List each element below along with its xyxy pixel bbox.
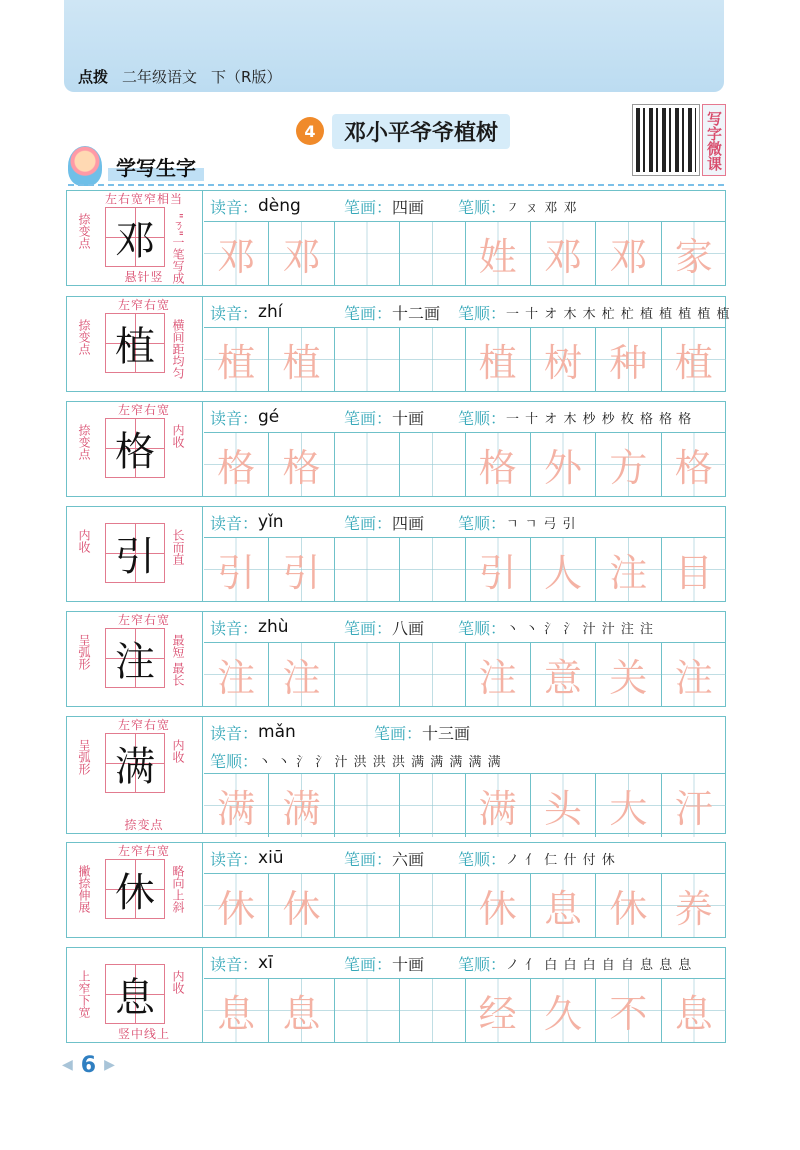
stroke-order: 一 十 オ 木 木 杧 杧 植 植 植 植 植 <box>506 306 731 322</box>
practice-grid <box>204 873 726 937</box>
writing-tip-right: "ㄋ"一笔写成 <box>171 213 185 285</box>
model-character: 满 <box>115 743 155 790</box>
lesson-title <box>296 114 510 148</box>
model-character-box <box>67 191 203 285</box>
model-character-box <box>67 402 203 496</box>
next-page-icon[interactable]: ▶ <box>104 1057 115 1073</box>
character-info <box>204 402 726 432</box>
strokes-label: 笔画： <box>344 618 393 638</box>
practice-grid <box>204 432 726 496</box>
character-info <box>204 507 726 537</box>
practice-cell[interactable]: 格 <box>269 433 334 496</box>
book-volume: 下（R版） <box>211 67 282 86</box>
writing-tip-right: 内收 <box>171 739 185 763</box>
writing-tip-left: 呈弧形 <box>77 739 91 775</box>
practice-cell[interactable]: 休 <box>204 874 269 937</box>
character-info <box>204 843 726 873</box>
strokes-label: 笔画： <box>374 723 423 743</box>
practice-cell[interactable]: 引 <box>204 538 269 601</box>
stroke-order: 丶 丶 氵 氵 汁 洪 洪 洪 满 满 满 满 满 <box>258 754 502 770</box>
practice-cell[interactable]: 注 <box>596 538 661 601</box>
character-row <box>66 716 726 834</box>
model-character: 植 <box>115 323 155 370</box>
writing-tip-left: 捺变点 <box>77 424 91 460</box>
stroke-count: 六画 <box>392 849 425 869</box>
model-character: 格 <box>115 428 155 475</box>
brand-logo: 点拨 <box>78 67 109 86</box>
model-character-box <box>67 297 203 391</box>
order-label: 笔顺： <box>210 751 259 771</box>
strokes-label: 笔画： <box>344 303 393 323</box>
practice-cell[interactable]: 引 <box>466 538 531 601</box>
practice-cell[interactable]: 外 <box>531 433 596 496</box>
character-row <box>66 296 731 392</box>
pinyin: yǐn <box>258 512 284 532</box>
writing-tip-right: 长而直 <box>171 529 185 565</box>
pronounce-label: 读音： <box>210 513 259 533</box>
writing-tip-left: 捺变点 <box>77 213 91 249</box>
practice-grid <box>204 642 726 706</box>
strokes-label: 笔画： <box>344 197 393 217</box>
practice-cell[interactable]: 息 <box>662 979 726 1042</box>
practice-grid <box>204 327 726 391</box>
practice-cell[interactable]: 息 <box>269 979 334 1042</box>
model-character: 息 <box>115 974 155 1021</box>
practice-cell[interactable] <box>335 222 400 285</box>
section-header <box>68 146 728 186</box>
character-row <box>66 401 726 497</box>
practice-cell[interactable]: 植 <box>204 328 269 391</box>
character-row <box>66 611 726 707</box>
practice-cell[interactable]: 大 <box>596 774 661 837</box>
practice-cell[interactable]: 注 <box>466 643 531 706</box>
pinyin: gé <box>258 407 280 427</box>
practice-cell[interactable]: 植 <box>269 328 334 391</box>
practice-cell[interactable]: 格 <box>204 433 269 496</box>
practice-cell[interactable] <box>335 774 400 837</box>
stroke-order: ㄱ ㄱ 弓 引 <box>506 516 577 532</box>
strokes-label: 笔画： <box>344 513 393 533</box>
stroke-count: 十三画 <box>422 723 471 743</box>
prev-page-icon[interactable]: ◀ <box>62 1057 73 1073</box>
practice-cell[interactable] <box>335 643 400 706</box>
section-title: 学写生字 <box>108 152 204 181</box>
practice-cell[interactable] <box>400 328 465 391</box>
practice-cell[interactable]: 格 <box>662 433 726 496</box>
practice-cell[interactable]: 满 <box>204 774 269 837</box>
practice-cell[interactable]: 植 <box>662 328 726 391</box>
page-nav <box>62 1052 115 1078</box>
model-character-box <box>67 843 203 937</box>
writing-tip-left: 上窄下宽 <box>77 970 91 1018</box>
practice-cell[interactable] <box>400 979 465 1042</box>
model-character: 引 <box>115 533 155 580</box>
practice-cell[interactable]: 满 <box>269 774 334 837</box>
character-order-line <box>204 745 726 775</box>
stroke-count: 四画 <box>392 513 425 533</box>
practice-cell[interactable]: 休 <box>466 874 531 937</box>
writing-tip-top: 左窄右宽 <box>117 298 170 312</box>
stroke-order: ㇇ ㄡ 邓 邓 <box>506 200 578 216</box>
order-label: 笔顺： <box>458 408 507 428</box>
page-number: 6 <box>80 1052 97 1078</box>
strokes-label: 笔画： <box>344 954 393 974</box>
practice-cell[interactable]: 树 <box>531 328 596 391</box>
strokes-label: 笔画： <box>344 849 393 869</box>
practice-grid <box>204 773 726 837</box>
writing-tip-top: 左窄右宽 <box>117 718 170 732</box>
stroke-order: 丶 丶 氵 氵 汁 汁 注 注 <box>506 621 654 637</box>
practice-cell[interactable]: 姓 <box>466 222 531 285</box>
practice-cell[interactable]: 邓 <box>269 222 334 285</box>
practice-cell[interactable]: 满 <box>466 774 531 837</box>
character-info <box>204 612 726 642</box>
book-title: 二年级语文 <box>122 67 198 86</box>
character-info <box>204 948 726 978</box>
order-label: 笔顺： <box>458 513 507 533</box>
character-info <box>204 717 726 747</box>
practice-cell[interactable] <box>335 433 400 496</box>
model-character: 邓 <box>115 217 155 264</box>
pronounce-label: 读音： <box>210 618 259 638</box>
practice-cell[interactable]: 不 <box>596 979 661 1042</box>
model-character-box <box>67 948 203 1042</box>
model-character: 休 <box>115 869 155 916</box>
stroke-order: ノ 亻 仁 什 付 休 <box>506 852 616 868</box>
practice-cell[interactable]: 引 <box>269 538 334 601</box>
book-header <box>78 64 281 88</box>
practice-cell[interactable]: 邓 <box>531 222 596 285</box>
practice-grid <box>204 978 726 1042</box>
practice-cell[interactable] <box>335 874 400 937</box>
practice-cell[interactable] <box>400 774 465 837</box>
practice-grid <box>204 537 726 601</box>
character-row <box>66 842 726 938</box>
writing-tip-left: 撇捺伸展 <box>77 865 91 913</box>
practice-cell[interactable]: 意 <box>531 643 596 706</box>
mascot-icon <box>68 146 102 186</box>
character-row <box>66 190 726 286</box>
writing-tip-bottom: 捺变点 <box>124 818 164 832</box>
pinyin: zhí <box>258 302 283 322</box>
practice-cell[interactable] <box>335 328 400 391</box>
pronounce-label: 读音： <box>210 408 259 428</box>
stroke-count: 四画 <box>392 197 425 217</box>
writing-tip-top: 左窄右宽 <box>117 844 170 858</box>
practice-cell[interactable]: 休 <box>596 874 661 937</box>
stroke-count: 十画 <box>392 408 425 428</box>
stroke-order: 一 十 オ 木 杪 杪 枚 格 格 格 <box>506 411 693 427</box>
practice-cell[interactable]: 关 <box>596 643 661 706</box>
writing-tip-right: 内收 <box>171 970 185 994</box>
strokes-label: 笔画： <box>344 408 393 428</box>
practice-cell[interactable]: 人 <box>531 538 596 601</box>
pinyin: xī <box>258 953 273 973</box>
practice-cell[interactable]: 养 <box>662 874 726 937</box>
pronounce-label: 读音： <box>210 723 259 743</box>
pronounce-label: 读音： <box>210 197 259 217</box>
practice-cell[interactable]: 息 <box>531 874 596 937</box>
pronounce-label: 读音： <box>210 849 259 869</box>
practice-cell[interactable]: 家 <box>662 222 726 285</box>
practice-cell[interactable]: 汗 <box>662 774 726 837</box>
model-character-box <box>67 507 203 601</box>
order-label: 笔顺： <box>458 303 507 323</box>
model-character-box <box>67 717 203 833</box>
practice-cell[interactable] <box>335 538 400 601</box>
practice-cell[interactable]: 头 <box>531 774 596 837</box>
practice-grid <box>204 221 726 285</box>
writing-tip-right: 最短 最长 <box>171 634 185 686</box>
writing-tip-top: 左窄右宽 <box>117 613 170 627</box>
character-info <box>204 297 731 327</box>
stroke-order: ノ 亻 白 白 白 自 自 息 息 息 <box>506 957 693 973</box>
model-character-box <box>67 612 203 706</box>
pronounce-label: 读音： <box>210 303 259 323</box>
lesson-name: 邓小平爷爷植树 <box>332 114 510 149</box>
character-row <box>66 947 726 1043</box>
stroke-count: 十画 <box>392 954 425 974</box>
practice-cell[interactable]: 格 <box>466 433 531 496</box>
practice-cell[interactable]: 经 <box>466 979 531 1042</box>
writing-tip-top: 左窄右宽 <box>117 403 170 417</box>
practice-cell[interactable]: 目 <box>662 538 726 601</box>
order-label: 笔顺： <box>458 618 507 638</box>
practice-cell[interactable]: 息 <box>204 979 269 1042</box>
writing-tip-right: 内收 <box>171 424 185 448</box>
writing-tip-left: 内收 <box>77 529 91 553</box>
practice-cell[interactable] <box>400 538 465 601</box>
practice-cell[interactable]: 邓 <box>596 222 661 285</box>
practice-cell[interactable]: 注 <box>204 643 269 706</box>
practice-cell[interactable]: 休 <box>269 874 334 937</box>
writing-tip-right: 略向上斜 <box>171 865 185 913</box>
order-label: 笔顺： <box>458 954 507 974</box>
practice-cell[interactable]: 久 <box>531 979 596 1042</box>
qr-label: 写字微课 <box>702 104 726 176</box>
practice-cell[interactable]: 植 <box>466 328 531 391</box>
writing-tip-left: 捺变点 <box>77 319 91 355</box>
pinyin: dèng <box>258 196 301 216</box>
pinyin: xiū <box>258 848 284 868</box>
character-row <box>66 506 726 602</box>
practice-cell[interactable] <box>400 222 465 285</box>
writing-tip-bottom: 悬针竖 <box>124 270 164 284</box>
practice-cell[interactable] <box>400 433 465 496</box>
writing-tip-right: 横间距均匀 <box>171 319 185 379</box>
pronounce-label: 读音： <box>210 954 259 974</box>
pinyin: zhù <box>258 617 289 637</box>
writing-tip-bottom: 竖中线上 <box>117 1027 170 1041</box>
order-label: 笔顺： <box>458 197 507 217</box>
practice-cell[interactable]: 邓 <box>204 222 269 285</box>
practice-cell[interactable]: 方 <box>596 433 661 496</box>
pinyin: mǎn <box>258 722 296 742</box>
practice-cell[interactable]: 注 <box>662 643 726 706</box>
writing-tip-top: 左右宽窄相当 <box>104 192 183 206</box>
practice-cell[interactable] <box>400 643 465 706</box>
lesson-number: 4 <box>296 117 324 145</box>
character-info <box>204 191 726 221</box>
order-label: 笔顺： <box>458 849 507 869</box>
practice-cell[interactable]: 注 <box>269 643 334 706</box>
model-character: 注 <box>115 638 155 685</box>
stroke-count: 十二画 <box>392 303 441 323</box>
writing-tip-left: 呈弧形 <box>77 634 91 670</box>
stroke-count: 八画 <box>392 618 425 638</box>
practice-cell[interactable] <box>400 874 465 937</box>
practice-cell[interactable]: 种 <box>596 328 661 391</box>
practice-cell[interactable] <box>335 979 400 1042</box>
